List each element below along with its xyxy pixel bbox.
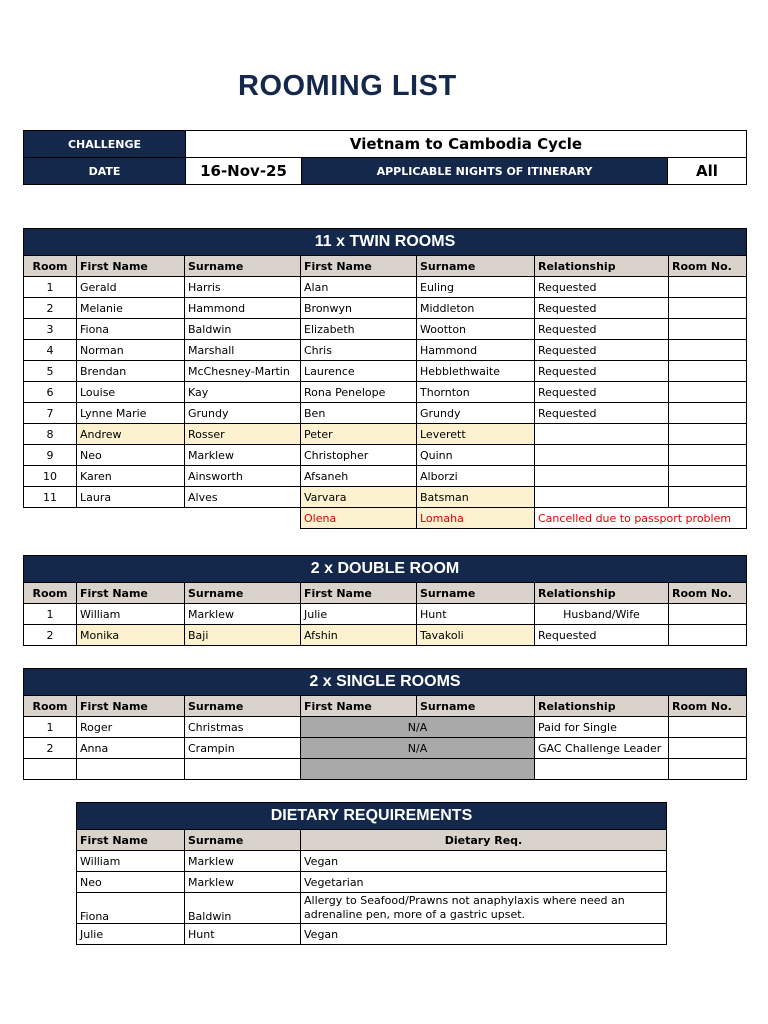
first-name-cell: Andrew xyxy=(77,424,185,445)
room-cell xyxy=(24,759,77,780)
dietary-cell: Allergy to Seafood/Prawns not anaphylaxis where need an adrenaline pen, more of a gastric upset. xyxy=(301,893,667,924)
surname-cell: Wootton xyxy=(417,319,535,340)
room-no-cell xyxy=(669,319,747,340)
surname-cell: Marklew xyxy=(185,872,301,893)
surname-cell: Marklew xyxy=(185,445,301,466)
col-header: Room xyxy=(24,256,77,277)
surname-cell: Rosser xyxy=(185,424,301,445)
dietary-table xyxy=(76,802,667,945)
cancelled-first-name: Olena xyxy=(301,508,417,529)
first-name-cell: Fiona xyxy=(77,893,185,924)
table-row xyxy=(77,924,667,945)
surname-cell: Alves xyxy=(185,487,301,508)
room-cell: 8 xyxy=(24,424,77,445)
room-no-cell xyxy=(669,361,747,382)
room-no-cell xyxy=(669,759,747,780)
first-name-cell: Christopher xyxy=(301,445,417,466)
cancelled-row xyxy=(24,508,747,529)
cancelled-surname: Lomaha xyxy=(417,508,535,529)
surname-cell: Thornton xyxy=(417,382,535,403)
first-name-cell: Gerald xyxy=(77,277,185,298)
first-name-cell: Roger xyxy=(77,717,185,738)
surname-cell: Euling xyxy=(417,277,535,298)
first-name-cell: Melanie xyxy=(77,298,185,319)
surname-cell: Hunt xyxy=(185,924,301,945)
room-cell: 1 xyxy=(24,717,77,738)
col-header: Room No. xyxy=(669,696,747,717)
table-row xyxy=(24,403,747,424)
table-row xyxy=(24,487,747,508)
room-no-cell xyxy=(669,298,747,319)
room-cell: 1 xyxy=(24,277,77,298)
first-name-cell: William xyxy=(77,851,185,872)
twin-rooms-heading: 11 x TWIN ROOMS xyxy=(24,229,747,256)
surname-cell: Baldwin xyxy=(185,893,301,924)
room-cell: 2 xyxy=(24,298,77,319)
col-header: Surname xyxy=(417,583,535,604)
double-rooms-heading: 2 x DOUBLE ROOM xyxy=(24,556,747,583)
room-cell: 2 xyxy=(24,625,77,646)
table-row xyxy=(24,759,747,780)
room-no-cell xyxy=(669,340,747,361)
table-row xyxy=(24,625,747,646)
table-row xyxy=(24,604,747,625)
page-title: ROOMING LIST xyxy=(238,70,457,102)
single-rooms-table xyxy=(23,668,747,780)
table-row xyxy=(24,298,747,319)
relationship-cell xyxy=(535,466,669,487)
first-name-cell: Karen xyxy=(77,466,185,487)
room-cell: 4 xyxy=(24,340,77,361)
surname-cell: McChesney-Martin xyxy=(185,361,301,382)
dietary-cell: Vegan xyxy=(301,924,667,945)
col-header: Surname xyxy=(185,256,301,277)
surname-cell: Middleton xyxy=(417,298,535,319)
surname-cell: Ainsworth xyxy=(185,466,301,487)
col-header: First Name xyxy=(77,830,185,851)
col-header: First Name xyxy=(301,583,417,604)
first-name-cell: Julie xyxy=(77,924,185,945)
single-rooms-heading: 2 x SINGLE ROOMS xyxy=(24,669,747,696)
relationship-cell xyxy=(535,424,669,445)
col-header: Room No. xyxy=(669,583,747,604)
surname-cell: Harris xyxy=(185,277,301,298)
table-row xyxy=(77,872,667,893)
room-no-cell xyxy=(669,424,747,445)
room-cell: 7 xyxy=(24,403,77,424)
table-row xyxy=(77,851,667,872)
date-label: DATE xyxy=(24,158,186,185)
room-cell: 10 xyxy=(24,466,77,487)
relationship-cell: Requested xyxy=(535,361,669,382)
first-name-cell: Neo xyxy=(77,872,185,893)
relationship-cell: Requested xyxy=(535,625,669,646)
relationship-cell xyxy=(535,759,669,780)
col-header: Surname xyxy=(185,696,301,717)
surname-cell: Alborzi xyxy=(417,466,535,487)
first-name-cell: Norman xyxy=(77,340,185,361)
relationship-cell: Requested xyxy=(535,340,669,361)
room-cell: 9 xyxy=(24,445,77,466)
table-row xyxy=(24,277,747,298)
first-name-cell: Chris xyxy=(301,340,417,361)
nights-label: APPLICABLE NIGHTS OF ITINERARY xyxy=(302,158,668,185)
surname-cell: Hammond xyxy=(417,340,535,361)
relationship-cell: Requested xyxy=(535,319,669,340)
col-header: Surname xyxy=(185,830,301,851)
relationship-cell: Husband/Wife xyxy=(535,604,669,625)
cancelled-note: Cancelled due to passport problem xyxy=(535,508,747,529)
surname-cell: Batsman xyxy=(417,487,535,508)
first-name-cell: Peter xyxy=(301,424,417,445)
first-name-cell: Neo xyxy=(77,445,185,466)
first-name-cell: Afsaneh xyxy=(301,466,417,487)
col-header: Room xyxy=(24,583,77,604)
surname-cell: Crampin xyxy=(185,738,301,759)
col-header: First Name xyxy=(77,583,185,604)
col-header: Relationship xyxy=(535,583,669,604)
table-row xyxy=(24,361,747,382)
room-cell: 3 xyxy=(24,319,77,340)
first-name-cell: Laurence xyxy=(301,361,417,382)
room-no-cell xyxy=(669,487,747,508)
col-header: Surname xyxy=(185,583,301,604)
first-name-cell: Varvara xyxy=(301,487,417,508)
na-cell: N/A xyxy=(301,717,535,738)
table-row xyxy=(24,466,747,487)
date-value: 16-Nov-25 xyxy=(186,158,302,185)
surname-cell: Quinn xyxy=(417,445,535,466)
table-row xyxy=(24,738,747,759)
table-row xyxy=(77,893,667,924)
room-no-cell xyxy=(669,382,747,403)
dietary-heading: DIETARY REQUIREMENTS xyxy=(77,803,667,830)
na-cell xyxy=(301,759,535,780)
col-header: First Name xyxy=(77,696,185,717)
table-row xyxy=(24,340,747,361)
table-row xyxy=(24,445,747,466)
first-name-cell: William xyxy=(77,604,185,625)
col-header: First Name xyxy=(77,256,185,277)
relationship-cell: Requested xyxy=(535,403,669,424)
table-row xyxy=(24,382,747,403)
double-rooms-table xyxy=(23,555,747,646)
twin-rooms-table xyxy=(23,228,747,529)
first-name-cell: Monika xyxy=(77,625,185,646)
surname-cell: Grundy xyxy=(417,403,535,424)
room-cell: 11 xyxy=(24,487,77,508)
surname-cell: Hammond xyxy=(185,298,301,319)
surname-cell: Kay xyxy=(185,382,301,403)
first-name-cell: Julie xyxy=(301,604,417,625)
relationship-cell xyxy=(535,487,669,508)
surname-cell xyxy=(185,759,301,780)
surname-cell: Marklew xyxy=(185,851,301,872)
col-header: Room No. xyxy=(669,256,747,277)
col-header: Surname xyxy=(417,696,535,717)
relationship-cell: Requested xyxy=(535,382,669,403)
dietary-cell: Vegan xyxy=(301,851,667,872)
nights-value: All xyxy=(668,158,747,185)
table-row xyxy=(24,319,747,340)
room-cell: 5 xyxy=(24,361,77,382)
room-no-cell xyxy=(669,403,747,424)
col-header: Surname xyxy=(417,256,535,277)
surname-cell: Tavakoli xyxy=(417,625,535,646)
relationship-cell xyxy=(535,445,669,466)
table-row xyxy=(24,717,747,738)
challenge-label: CHALLENGE xyxy=(24,131,186,158)
relationship-cell: Paid for Single xyxy=(535,717,669,738)
surname-cell: Baji xyxy=(185,625,301,646)
room-no-cell xyxy=(669,738,747,759)
room-cell: 2 xyxy=(24,738,77,759)
first-name-cell: Louise xyxy=(77,382,185,403)
relationship-cell: Requested xyxy=(535,298,669,319)
room-no-cell xyxy=(669,625,747,646)
col-header: First Name xyxy=(301,256,417,277)
surname-cell: Baldwin xyxy=(185,319,301,340)
challenge-value: Vietnam to Cambodia Cycle xyxy=(186,131,747,158)
first-name-cell: Rona Penelope xyxy=(301,382,417,403)
first-name-cell: Lynne Marie xyxy=(77,403,185,424)
surname-cell: Hebblethwaite xyxy=(417,361,535,382)
surname-cell: Leverett xyxy=(417,424,535,445)
surname-cell: Grundy xyxy=(185,403,301,424)
first-name-cell: Brendan xyxy=(77,361,185,382)
room-no-cell xyxy=(669,604,747,625)
relationship-cell: Requested xyxy=(535,277,669,298)
challenge-info-table xyxy=(23,130,747,185)
room-no-cell xyxy=(669,445,747,466)
surname-cell: Marklew xyxy=(185,604,301,625)
col-header: Dietary Req. xyxy=(301,830,667,851)
first-name-cell: Anna xyxy=(77,738,185,759)
room-no-cell xyxy=(669,717,747,738)
first-name-cell xyxy=(77,759,185,780)
first-name-cell: Alan xyxy=(301,277,417,298)
col-header: Relationship xyxy=(535,256,669,277)
first-name-cell: Laura xyxy=(77,487,185,508)
col-header: First Name xyxy=(301,696,417,717)
col-header: Relationship xyxy=(535,696,669,717)
first-name-cell: Elizabeth xyxy=(301,319,417,340)
na-cell: N/A xyxy=(301,738,535,759)
room-no-cell xyxy=(669,466,747,487)
table-row xyxy=(24,424,747,445)
col-header: Room xyxy=(24,696,77,717)
first-name-cell: Ben xyxy=(301,403,417,424)
first-name-cell: Bronwyn xyxy=(301,298,417,319)
relationship-cell: GAC Challenge Leader xyxy=(535,738,669,759)
surname-cell: Christmas xyxy=(185,717,301,738)
room-cell: 6 xyxy=(24,382,77,403)
first-name-cell: Afshin xyxy=(301,625,417,646)
surname-cell: Hunt xyxy=(417,604,535,625)
room-cell: 1 xyxy=(24,604,77,625)
room-no-cell xyxy=(669,277,747,298)
first-name-cell: Fiona xyxy=(77,319,185,340)
dietary-cell: Vegetarian xyxy=(301,872,667,893)
surname-cell: Marshall xyxy=(185,340,301,361)
